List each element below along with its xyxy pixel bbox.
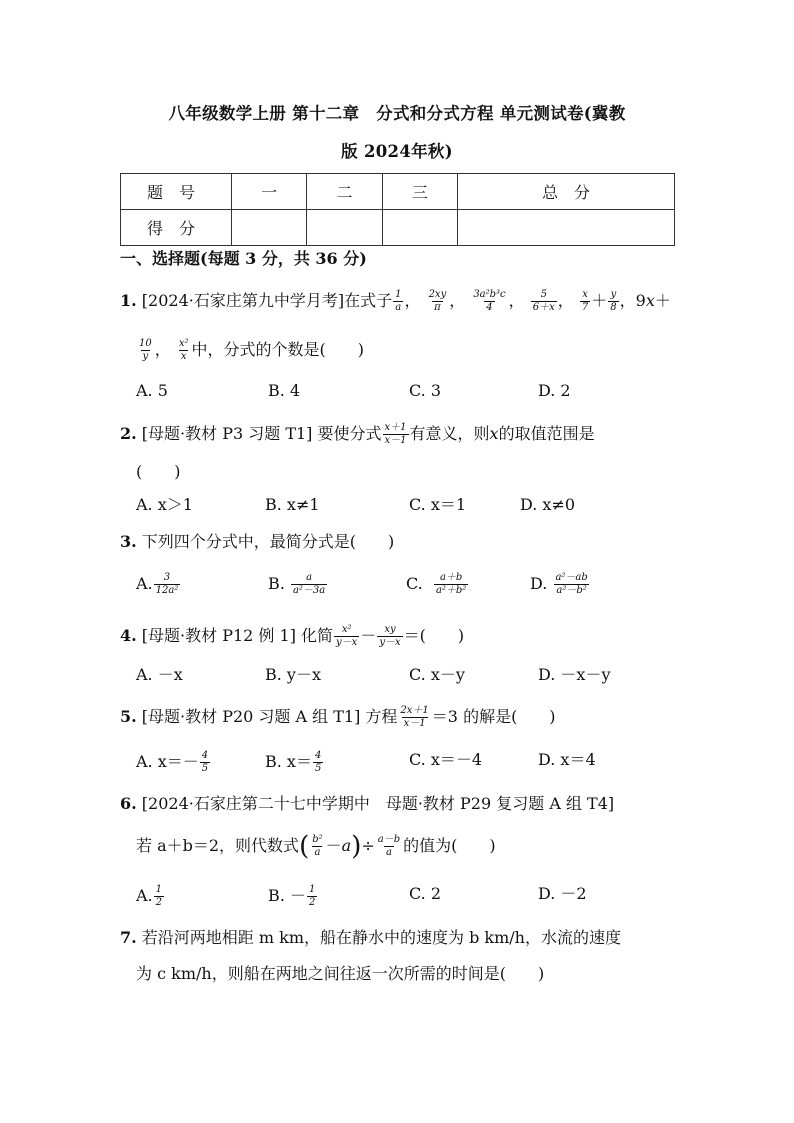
question-text: [母题·教材 P20 习题 A 组 T1] 方程: [141, 707, 398, 726]
fraction: $\frac{\text{x²}}{x}$: [178, 338, 189, 362]
title-line-1: 八年级数学上册 第十二章 分式和分式方程 单元测试卷(冀教: [168, 104, 626, 123]
option-d[interactable]: D. x≠0: [520, 495, 576, 514]
option-label: B.: [268, 574, 285, 593]
fraction: $\frac{1}{a}$: [395, 289, 402, 313]
question-text: [母题·教材 P12 例 1] 化简: [141, 626, 334, 645]
question-number: 6.: [120, 794, 137, 813]
fraction: $\frac{y}{8}$: [610, 289, 617, 313]
option-b[interactable]: B. y－x: [265, 665, 321, 684]
question-text: 的取值范围是: [498, 424, 595, 443]
question-7-cont: 为 c km/h，则船在两地之间往返一次所需的时间是( ): [136, 964, 545, 983]
fraction: $\frac{a-b}{a}$: [377, 834, 401, 858]
table-cell[interactable]: [457, 210, 674, 246]
fraction: $\frac{a}{\text{a²－3a}}$: [292, 572, 326, 596]
question-text: 有意义，则: [409, 424, 490, 443]
question-text: [2024·石家庄第九中学月考]在式子: [141, 291, 393, 310]
option-label: C.: [406, 574, 423, 593]
option-c[interactable]: C. x＝－4: [409, 750, 483, 769]
option-c[interactable]: C. 2: [409, 884, 442, 903]
table-cell: 得 分: [121, 210, 232, 246]
fraction: $\frac{1}{2}$: [155, 884, 163, 908]
question-3: [120, 532, 394, 552]
option-a[interactable]: A. 5: [136, 381, 168, 400]
question-2: 2. [母题·教材 P3 习题 T1] 要使分式 $\frac{x+1}{x-1}$ 有意义，则x的取值范围是: [120, 422, 595, 446]
option-label: B. x＝: [265, 752, 312, 771]
table-cell: 题 号: [121, 174, 232, 210]
option-d[interactable]: D. x＝4: [538, 750, 596, 769]
option-label: D.: [530, 574, 548, 593]
option-d[interactable]: [530, 572, 591, 597]
option-a[interactable]: A. x＞1: [136, 495, 193, 514]
question-text: 中，分式的个数是( ): [191, 340, 364, 359]
question-text: [2024·石家庄第二十七中学期中 母题·教材 P29 复习题 A 组 T4]: [141, 794, 615, 813]
question-number: 3.: [120, 532, 137, 551]
option-d[interactable]: D. －2: [538, 884, 587, 903]
option-c[interactable]: C. x－y: [409, 665, 465, 684]
fraction: $\frac{4}{5}$: [314, 750, 322, 774]
question-5: [120, 705, 556, 730]
question-text: 若 a＋b＝2，则代数式: [136, 836, 300, 855]
option-a[interactable]: [136, 572, 181, 597]
option-d[interactable]: D. －x－y: [538, 665, 611, 684]
question-6: [120, 794, 614, 814]
option-b[interactable]: [268, 884, 318, 909]
option-a[interactable]: A. －x: [136, 665, 183, 684]
answer-parens: ( ): [136, 462, 181, 481]
score-table: [120, 173, 675, 246]
question-text: 的值为( ): [403, 836, 496, 855]
option-label: A. x＝－: [136, 752, 199, 771]
question-1: 1. [2024·石家庄第九中学月考]在式子 $\frac{1}{a}$ ， $\frac{2xy}{\pi}$ ， $\frac{\text{3a²b³c}}{4}$ ， $\frac{5}{6+x}$ ， $\frac{x}{7}$ ＋ $\frac{y}{8}$ ，9x＋: [120, 289, 671, 313]
fraction: $\frac{x}{7}$: [581, 289, 589, 313]
fraction: $\frac{1}{2}$: [308, 884, 316, 908]
option-d[interactable]: D. 2: [538, 381, 571, 400]
section-heading: 一、选择题(每题 3 分，共 36 分): [120, 249, 367, 268]
question-number: 5.: [120, 707, 137, 726]
question-4: 4. [母题·教材 P12 例 1] 化简 $\frac{\text{x²}}{y-x}$ － $\frac{xy}{y-x}$ ＝( ): [120, 624, 465, 648]
option-b[interactable]: [265, 750, 324, 775]
question-text: [母题·教材 P3 习题 T1] 要使分式: [141, 424, 382, 443]
option-a[interactable]: [136, 750, 211, 775]
table-cell[interactable]: [382, 210, 457, 246]
table-cell[interactable]: [307, 210, 382, 246]
option-b[interactable]: B. x≠1: [265, 495, 320, 514]
option-c[interactable]: C. x＝1: [409, 495, 467, 514]
option-a[interactable]: [136, 884, 165, 909]
option-b[interactable]: [268, 572, 328, 597]
option-c[interactable]: C. 3: [409, 381, 442, 400]
fraction: $\frac{2x+1}{x-1}$: [400, 705, 429, 729]
fraction: $\frac{x+1}{x-1}$: [384, 422, 407, 446]
fraction: $\frac{xy}{y-x}$: [379, 624, 401, 648]
question-text: 若沿河两地相距 m km，船在静水中的速度为 b km/h，水流的速度: [141, 928, 621, 947]
question-6-cont: 若 a＋b＝2，则代数式( $\frac{\text{b²}}{a}$ －a)÷ $\frac{a-b}{a}$ 的值为( ): [136, 831, 496, 862]
fraction: $\frac{5}{6+x}$: [532, 289, 555, 313]
table-cell: 一: [232, 174, 307, 210]
question-number: 4.: [120, 626, 137, 645]
table-cell[interactable]: [232, 210, 307, 246]
question-number: 1.: [120, 291, 137, 310]
fraction: $\frac{\text{3a²b³c}}{4}$: [473, 289, 506, 313]
fraction: $\frac{3}{\text{12a²}}$: [155, 572, 179, 596]
fraction: $\frac{\text{a²－ab}}{\text{a²－b²}}$: [555, 572, 588, 596]
question-text: ＝3 的解是( ): [431, 707, 556, 726]
option-label: A.: [136, 886, 153, 905]
fraction: $\frac{\text{b²}}{a}$: [312, 834, 323, 858]
question-number: 7.: [120, 928, 137, 947]
option-c[interactable]: [406, 572, 469, 597]
option-b[interactable]: B. 4: [268, 381, 301, 400]
table-row: [121, 174, 675, 210]
title-line-2: 版 2024年秋): [341, 142, 453, 161]
question-7: [120, 928, 621, 948]
fraction: $\frac{2xy}{\pi}$: [428, 289, 447, 313]
question-1-cont: $\frac{10}{y}$ ， $\frac{\text{x²}}{x}$ 中，分式的个数是( ): [139, 338, 364, 362]
fraction: $\frac{10}{y}$: [139, 338, 152, 362]
option-label: B. －: [268, 886, 306, 905]
fraction: $\frac{4}{5}$: [201, 750, 209, 774]
option-label: A.: [136, 574, 153, 593]
table-cell: 三: [382, 174, 457, 210]
table-row: [121, 210, 675, 246]
fraction: $\frac{\text{x²}}{y-x}$: [336, 624, 358, 648]
question-number: 2.: [120, 424, 137, 443]
table-cell: 二: [307, 174, 382, 210]
table-cell: 总 分: [457, 174, 674, 210]
fraction: $\frac{a+b}{\text{a²＋b²}}$: [435, 572, 467, 596]
question-text: ＝( ): [403, 626, 465, 645]
question-text: 下列四个分式中，最简分式是( ): [141, 532, 395, 551]
